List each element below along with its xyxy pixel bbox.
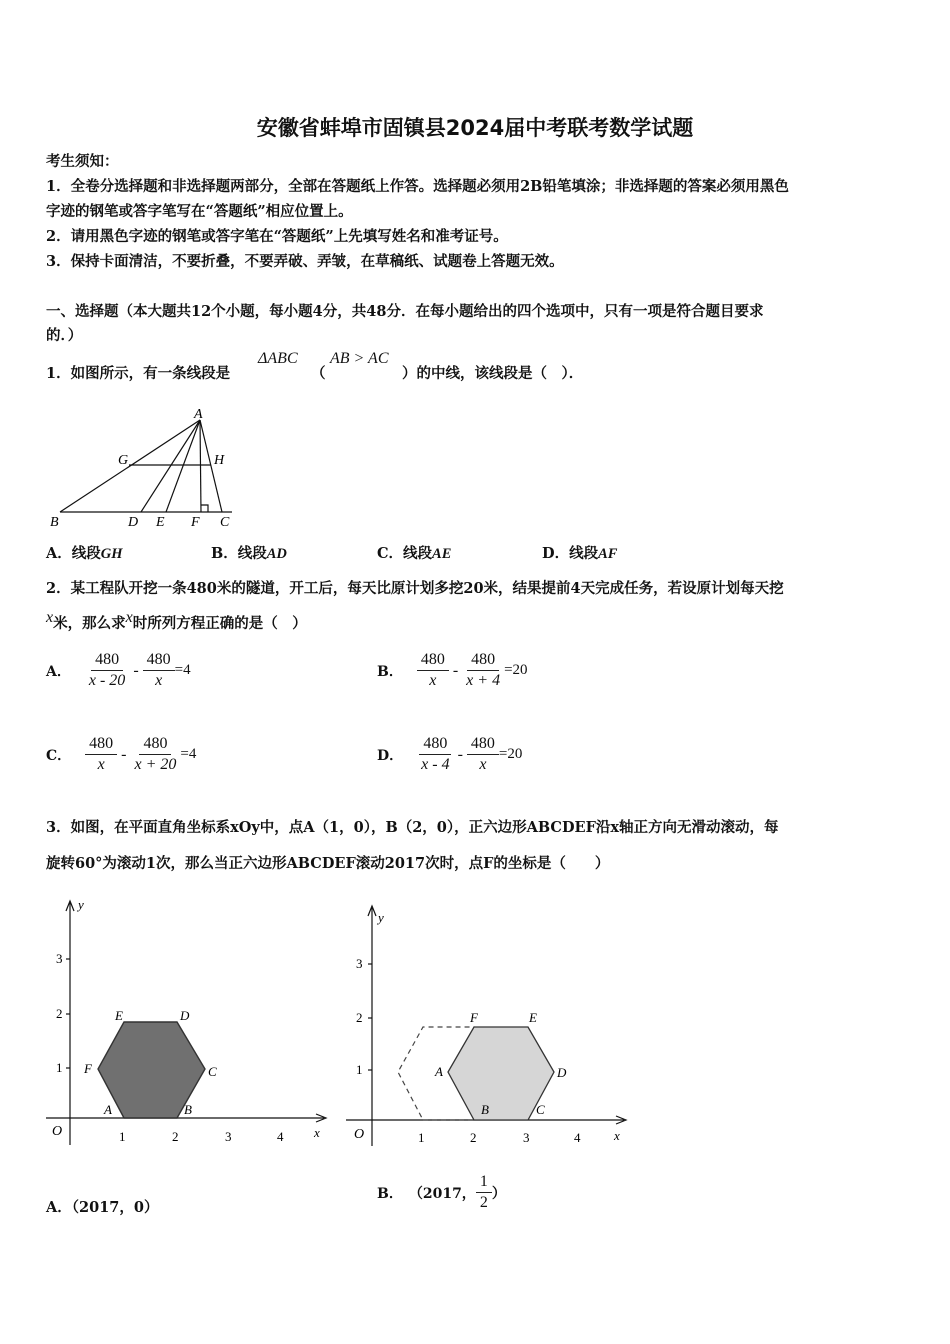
q3-left-graph [46,893,336,1153]
hex-label-a: A [104,1102,112,1117]
label-b: B [50,515,59,530]
section-heading-cont: 的．） [46,327,83,344]
hex-label-d: D [557,1065,567,1080]
q1-option-c: C．线段AE [377,545,452,562]
notice-line: 1．全卷分选择题和非选择题两部分，全部在答题纸上作答。选择题必须用2B铅笔填涂；非选择题的答案必须用黑色 [46,178,789,195]
page-title: 安徽省蚌埠市固镇县2024届中考联考数学试题 [256,116,694,140]
hex-label-f: F [470,1010,478,1025]
q1-prefix: 1．如图所示，有一条线段是 [46,365,231,382]
q1-triangle-figure [46,402,246,532]
axis-x-label: x [614,1128,620,1143]
q3-right-graph [346,900,636,1156]
q1-triangle-notation: ΔABC [258,350,298,367]
label-d: D [128,515,139,530]
hex-label-b: B [184,1102,192,1117]
hex-label-e: E [115,1008,123,1023]
tick-x1: 1 [119,1129,126,1144]
origin-label: O [52,1124,63,1139]
origin-label: O [354,1127,365,1142]
axis-y-label: y [378,910,384,925]
tick-x3: 3 [225,1129,232,1144]
label-f: F [191,515,200,530]
q1-condition: AB > AC [330,350,389,367]
q3-option-b: B． （2017， $\frac{1}{2}$ ） [377,1173,506,1211]
hex-label-f: F [84,1061,92,1076]
axis-x-label: x [314,1125,320,1140]
label-g: G [118,453,129,468]
q3-option-a: A．（2017，0） [46,1199,159,1216]
notice-heading: 考生须知： [46,153,119,170]
section-heading: 一、选择题（本大题共12个小题，每小题4分，共48分．在每小题给出的四个选项中，只有一项是符合题目要求 [46,303,764,320]
notice-line: 2．请用黑色字迹的钢笔或答字笔在“答题纸”上先填写姓名和准考证号。 [46,228,508,245]
hex-label-b: B [481,1102,489,1117]
q1-option-a: A．线段GH [46,545,123,562]
q2-option-d: D． $\frac{480}{x - 4}$ - $\frac{480}{x}$ =20 [377,735,523,773]
hex-label-c: C [208,1064,217,1079]
tick-y1: 1 [56,1060,63,1075]
hex-label-e: E [529,1010,537,1025]
hex-label-d: D [180,1008,190,1023]
label-h: H [214,453,225,468]
notice-line: 字迹的钢笔或答字笔写在“答题纸”相应位置上。 [46,203,353,220]
q3-stem-cont: 旋转60°为滚动1次，那么当正六边形ABCDEF滚动2017次时，点F的坐标是（ ） [46,855,610,872]
q2-option-b: B． $\frac{480}{x}$ - $\frac{480}{x + 4}$ =20 [377,651,528,689]
label-a: A [194,407,203,422]
q2-stem: 2．某工程队开挖一条480米的隧道，开工后，每天比原计划多挖20米，结果提前4天完成任务，若设原计划每天挖 [46,580,784,597]
tick-x4: 4 [277,1129,284,1144]
q1-open-paren: （ [311,365,326,382]
tick-y2: 2 [56,1006,63,1021]
tick-y3: 3 [356,956,363,971]
hex-label-a: A [435,1064,443,1079]
tick-x4: 4 [574,1130,581,1145]
q1-option-d: D．线段AF [542,545,618,562]
notice-line: 3．保持卡面清洁，不要折叠，不要弄破、弄皱，在草稿纸、试题卷上答题无效。 [46,253,564,270]
q1-suffix: ）的中线，该线段是（ ）． [402,365,584,382]
tick-y3: 3 [56,951,63,966]
tick-y1: 1 [356,1062,363,1077]
tick-x1: 1 [418,1130,425,1145]
q2-option-a: A． $\frac{480}{x - 20}$ - $\frac{480}{x}$ =4 [46,651,191,689]
label-c: C [220,515,230,530]
tick-x2: 2 [172,1129,179,1144]
q2-stem-cont: x米，那么求x时所列方程正确的是（ ） [46,609,307,632]
q3-stem: 3．如图，在平面直角坐标系xOy中，点A（1，0），B（2，0），正六边形ABCDEF沿x轴正方向无滑动滚动，每 [46,819,779,836]
tick-x2: 2 [470,1130,477,1145]
tick-y2: 2 [356,1010,363,1025]
hex-label-c: C [536,1102,545,1117]
q1-option-b: B．线段AD [211,545,287,562]
axis-y-label: y [78,897,84,912]
tick-x3: 3 [523,1130,530,1145]
label-e: E [156,515,165,530]
q2-option-c: C． $\frac{480}{x}$ - $\frac{480}{x + 20}$ =4 [46,735,197,773]
